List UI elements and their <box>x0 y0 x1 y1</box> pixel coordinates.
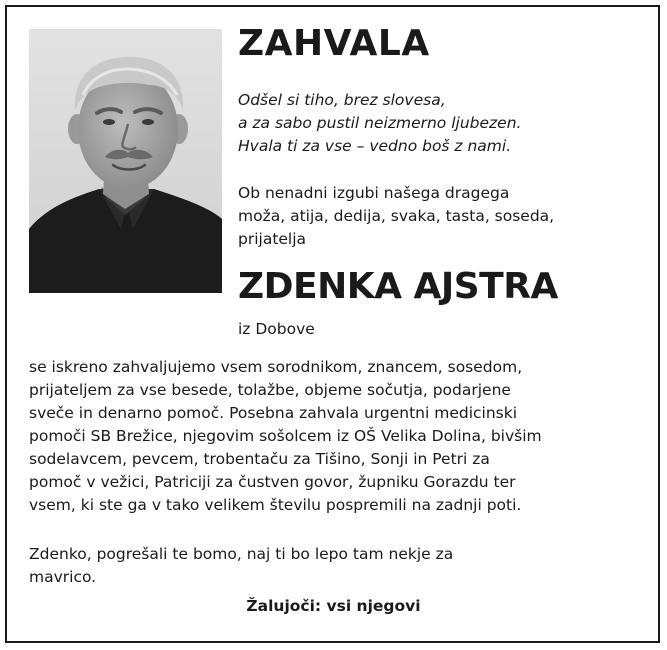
memorial-poem <box>238 89 521 158</box>
intro-line: Ob nenadni izgubi našega dragega <box>238 184 510 202</box>
intro-line: prijatelja <box>238 230 307 248</box>
body-line: prijateljem za vse besede, tolažbe, objeme sočutja, podarjene <box>29 381 511 399</box>
signature: Žalujoči: vsi njegovi <box>246 597 421 615</box>
poem-line: a za sabo pustil neizmerno ljubezen. <box>238 114 522 132</box>
closing-line: Zdenko, pogrešali te bomo, naj ti bo lepo tam nekje za <box>29 545 454 563</box>
closing-paragraph <box>29 543 453 589</box>
poem-line: Hvala ti za vse – vedno boš z nami. <box>238 137 512 155</box>
thanks-paragraph <box>29 356 542 517</box>
intro-text <box>238 182 554 251</box>
body-line: se iskreno zahvaljujemo vsem sorodnikom, znancem, sosedom, <box>29 358 523 376</box>
portrait-photo <box>29 29 222 293</box>
poem-line: Odšel si tiho, brez slovesa, <box>238 91 446 109</box>
body-line: pomoč v vežici, Patriciji za čustven govor, župniku Gorazdu ter <box>29 473 516 491</box>
closing-line: mavrico. <box>29 568 97 586</box>
intro-line: moža, atija, dedija, svaka, tasta, soseda, <box>238 207 555 225</box>
deceased-name: ZDENKA AJSTRA <box>238 266 558 307</box>
body-line: sodelavcem, pevcem, trobentaču za Tišino, Sonji in Petri za <box>29 450 490 468</box>
body-line: vsem, ki ste ga v tako velikem številu pospremili na zadnji poti. <box>29 496 522 514</box>
body-line: pomoči SB Brežice, njegovim sošolcem iz OŠ Velika Dolina, bivšim <box>29 427 542 445</box>
body-line: sveče in denarno pomoč. Posebna zahvala urgentni medicinski <box>29 404 518 422</box>
deceased-origin: iz Dobove <box>238 320 315 338</box>
notice-title: ZAHVALA <box>238 23 430 64</box>
